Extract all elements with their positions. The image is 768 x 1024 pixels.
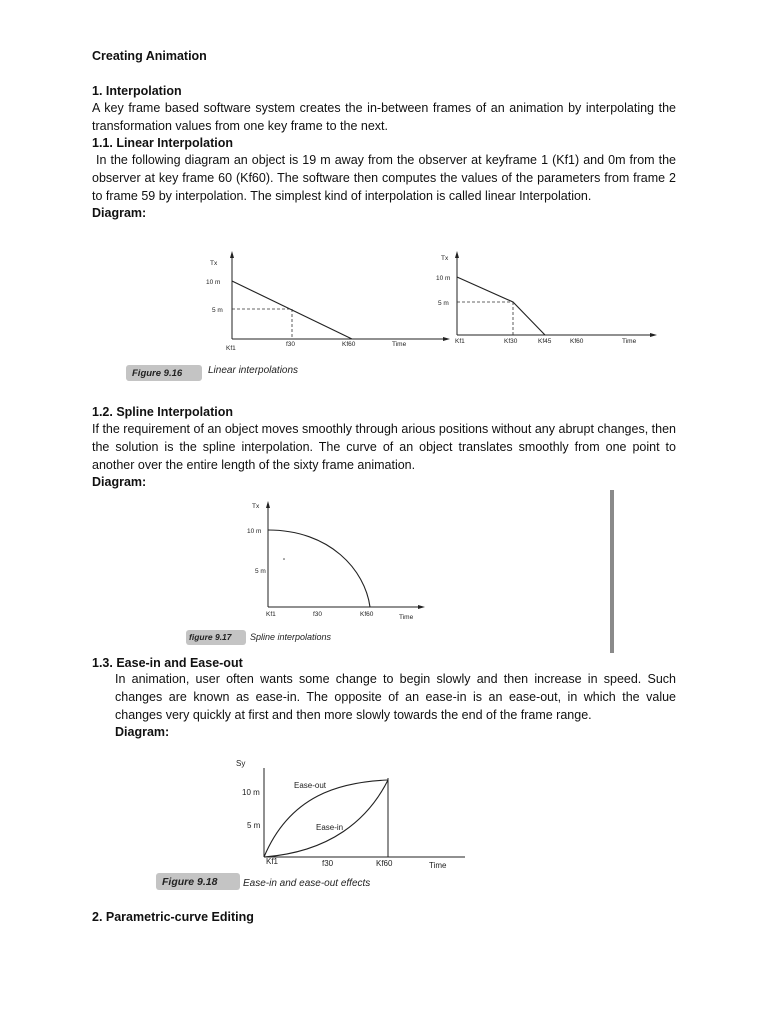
spline-curve bbox=[268, 530, 370, 607]
ease-in-curve bbox=[264, 780, 388, 857]
paragraph-spline: If the requirement of an object moves smoothly through arious positions without any abrupt changes, then the solution is the spline interpolation. The curve of an object translates smoothly from one point to another over the entire length of the sixty frame animation. bbox=[92, 422, 676, 472]
x-axis-label: Time bbox=[399, 614, 414, 621]
figure-number: Figure 9.18 bbox=[162, 876, 218, 888]
curve-label-ease-out: Ease-out bbox=[294, 781, 327, 790]
tick-label: Kf60 bbox=[360, 611, 374, 618]
diagram-label-ease: Diagram: bbox=[115, 725, 170, 739]
tick-label: Kf60 bbox=[376, 859, 393, 868]
tick-label: Kf1 bbox=[226, 345, 236, 352]
tick-label: Kf60 bbox=[570, 338, 584, 345]
diagram-label-linear: Diagram: bbox=[92, 206, 147, 220]
tick-label: 10 m bbox=[247, 528, 262, 535]
dot bbox=[283, 558, 285, 560]
figure-number: Figure 9.16 bbox=[132, 368, 183, 379]
paragraph-interpolation: A key frame based software system creates the in-between frames of an animation by interpolating the transformation values from one key frame to the next. bbox=[92, 101, 676, 133]
curve-label-ease-in: Ease-in bbox=[316, 823, 344, 832]
scan-artifact-bar bbox=[610, 490, 614, 653]
section-heading-spline: 1.2. Spline Interpolation bbox=[92, 405, 233, 419]
figure-9-16 bbox=[120, 225, 680, 390]
tick-label: f30 bbox=[313, 611, 323, 618]
x-axis-arrow bbox=[650, 333, 657, 337]
figure-caption: Linear interpolations bbox=[208, 365, 299, 376]
y-axis-label: Sy bbox=[236, 759, 246, 768]
diagram-label-spline: Diagram: bbox=[92, 475, 147, 489]
section-heading-linear: 1.1. Linear Interpolation bbox=[92, 136, 233, 150]
tick-label: Kf30 bbox=[504, 338, 518, 345]
tick-label: f30 bbox=[286, 341, 296, 348]
x-axis-label: Time bbox=[392, 341, 407, 348]
x-axis-arrow bbox=[443, 337, 450, 341]
x-axis-arrow bbox=[418, 605, 425, 609]
tick-label: 5 m bbox=[438, 300, 449, 307]
y-axis-arrow bbox=[230, 251, 234, 258]
y-axis-arrow bbox=[455, 251, 459, 258]
tick-label: 10 m bbox=[436, 275, 451, 282]
tick-label: Kf1 bbox=[266, 857, 279, 866]
linear-line bbox=[457, 277, 545, 335]
paragraph-ease: In animation, user often wants some change to begin slowly and then increase in speed. Such changes are known as ease-in. The opposite of an ease-in is an ease-out, in which the value changes very quickly at first and then more slowly towards the end of the frame range. bbox=[115, 672, 676, 722]
figure-number: figure 9.17 bbox=[189, 632, 232, 642]
x-axis-label: Time bbox=[622, 338, 637, 345]
tick-label: Kf45 bbox=[538, 338, 552, 345]
tick-label: 5 m bbox=[255, 568, 266, 575]
figure-caption: Spline interpolations bbox=[250, 632, 332, 642]
section-heading-interpolation: 1. Interpolation bbox=[92, 84, 182, 98]
tick-label: f30 bbox=[322, 859, 334, 868]
figure-9-17 bbox=[180, 495, 440, 650]
section-heading-parametric: 2. Parametric-curve Editing bbox=[92, 910, 254, 924]
section-heading-ease: 1.3. Ease-in and Ease-out bbox=[92, 656, 243, 670]
tick-label: 10 m bbox=[242, 788, 260, 797]
paragraph-linear: In the following diagram an object is 19 m away from the observer at keyframe 1 (Kf1) and 0m from the observer at key frame 60 (Kf60). The software then computes the values of the parameters from frame 2 to frame 59 by interpolation. The simplest kind of interpolation is called linear Interpolation. bbox=[92, 153, 676, 203]
figure-9-18 bbox=[150, 750, 470, 895]
tick-label: Kf1 bbox=[455, 338, 465, 345]
y-axis-label: Tx bbox=[441, 255, 449, 262]
tick-label: 5 m bbox=[212, 307, 223, 314]
ease-out-curve bbox=[264, 780, 388, 857]
tick-label: 5 m bbox=[247, 821, 261, 830]
y-axis-label: Tx bbox=[252, 503, 260, 510]
y-axis-arrow bbox=[266, 501, 270, 508]
x-axis-label: Time bbox=[429, 861, 447, 870]
tick-label: Kf60 bbox=[342, 341, 356, 348]
page-title: Creating Animation bbox=[92, 49, 207, 63]
tick-label: Kf1 bbox=[266, 611, 276, 618]
y-axis-label: Tx bbox=[210, 260, 218, 267]
figure-caption: Ease-in and ease-out effects bbox=[243, 878, 371, 889]
tick-label: 10 m bbox=[206, 279, 221, 286]
